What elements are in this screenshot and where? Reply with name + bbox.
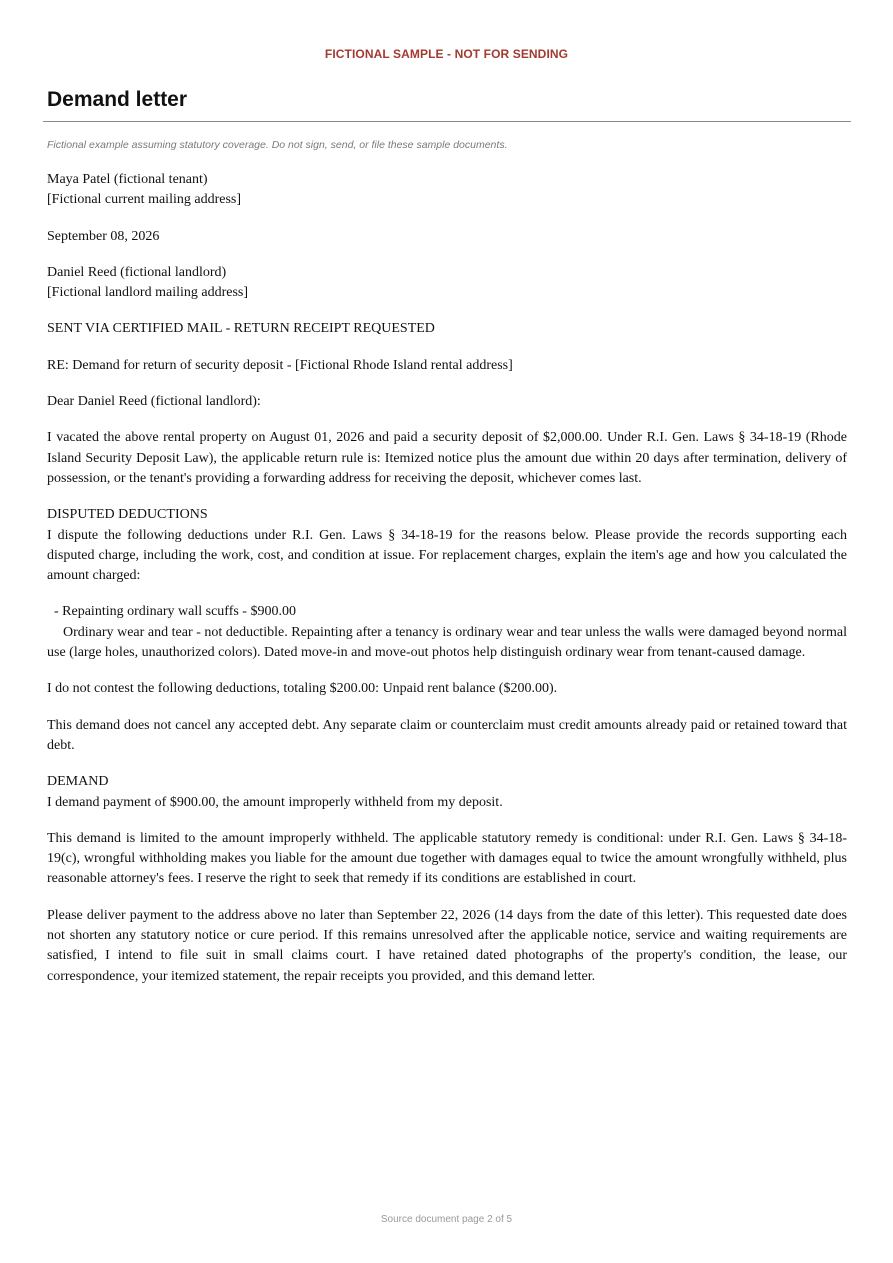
sender-name: Maya Patel (fictional tenant): [47, 172, 208, 187]
title-divider: [43, 121, 851, 122]
page-title: Demand letter: [47, 88, 188, 111]
disputed-heading: DISPUTED DEDUCTIONS: [47, 507, 208, 523]
disputed-item: [47, 602, 847, 663]
closing-paragraph: Please deliver payment to the address above no later than September 22, 2026 (14 days from the date of this letter). This requested date does not shorten any statutory notice or cure period. If this remains unresolved after the applicable notice, service and waiting requirements are satisfied, I intend to file suit in small claims court. I have retained dated photographs of the property's condition, the lease, our correspondence, your itemized statement, the repair receipts you provided, and this demand letter.: [47, 907, 847, 984]
recipient-block: [47, 263, 847, 304]
letter-body: [47, 170, 847, 1003]
salutation: Dear Daniel Reed (fictional landlord):: [47, 394, 261, 410]
debt-paragraph: This demand does not cancel any accepted debt. Any separate claim or counterclaim must credit amounts already paid or retained toward that debt.: [47, 717, 847, 753]
disclaimer-note: Fictional example assuming statutory coverage. Do not sign, send, or file these sample documents.: [47, 139, 508, 151]
recipient-name: Daniel Reed (fictional landlord): [47, 264, 227, 280]
disputed-item-line: - Repainting ordinary wall scuffs - $900.00: [54, 604, 296, 620]
demand-paragraph: I demand payment of $900.00, the amount improperly withheld from my deposit.: [47, 794, 503, 810]
letter-date: September 08, 2026: [47, 228, 160, 244]
remedy-paragraph: This demand is limited to the amount improperly withheld. The applicable statutory remedy is conditional: under R.I. Gen. Laws § 34-18-19(c), wrongful withholding makes you liable for the amount due together with damages equal to twice the amount wrongfully withheld, plus reasonable attorney's fees. I reserve the right to seek that remedy if its conditions are established in court.: [47, 830, 847, 887]
disputed-item-description: Ordinary wear and tear - not deductible. Repainting after a tenancy is ordinary wear and tear unless the walls were damaged beyond normal use (large holes, unauthorized colors). Dated move-in and move-out photos help distinguish ordinary wear from tenant-caused damage.: [47, 624, 847, 661]
page-footer: Source document page 2 of 5: [380, 1214, 513, 1225]
delivery-method: SENT VIA CERTIFIED MAIL - RETURN RECEIPT REQUESTED: [47, 321, 435, 337]
subject-line: RE: Demand for return of security deposit - [Fictional Rhode Island rental address]: [47, 357, 513, 373]
intro-paragraph: I vacated the above rental property on August 01, 2026 and paid a security deposit of $2,000.00. Under R.I. Gen. Laws § 34-18-19 (Rhode Island Security Deposit Law), the applicable return rule is: Itemized notice plus the amount due within 20 days after termination, delivery of possession, or the tenant's providing a forwarding address for receiving the deposit, whichever comes last.: [47, 430, 847, 486]
recipient-address: [Fictional landlord mailing address]: [47, 285, 249, 301]
sender-address: [Fictional current mailing address]: [47, 192, 241, 208]
disputed-paragraph: I dispute the following deductions under R.I. Gen. Laws § 34-18-19 for the reasons below. Please provide the records supporting each disputed charge, including the work, cost, and condition at issue. For replacement charges, explain the item's age and how you calculated the amount charged:: [47, 527, 847, 584]
demand-heading: DEMAND: [47, 774, 109, 790]
sample-banner: FICTIONAL SAMPLE - NOT FOR SENDING: [324, 47, 569, 61]
uncontested-paragraph: I do not contest the following deductions, totaling $200.00: Unpaid rent balance ($200.00).: [47, 681, 558, 697]
sender-block: [47, 170, 847, 211]
